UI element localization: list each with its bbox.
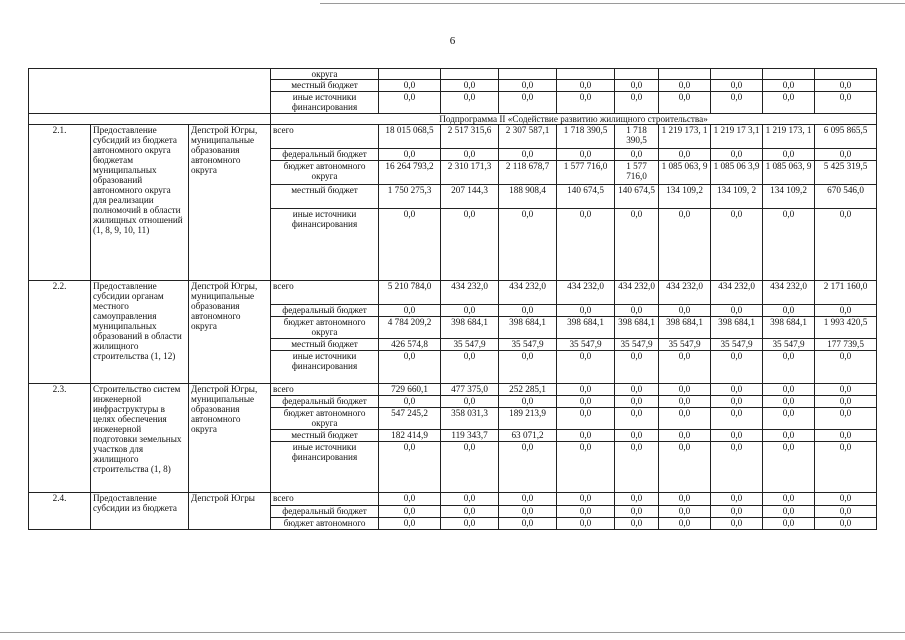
value-cell: 0,0 xyxy=(763,506,815,518)
value-cell xyxy=(815,69,877,80)
value-cell: 2 171 160,0 xyxy=(815,281,877,305)
value-cell xyxy=(659,69,711,80)
value-cell: 177 739,5 xyxy=(815,339,877,351)
value-cell: 0,0 xyxy=(659,493,711,506)
measure-name: Предоставление субсидии из бюджета xyxy=(91,493,189,530)
value-cell xyxy=(763,69,815,80)
value-cell: 0,0 xyxy=(615,305,659,317)
value-cell: 0,0 xyxy=(711,430,763,442)
value-cell: 0,0 xyxy=(815,518,877,530)
measure-executor: Депстрой Югры xyxy=(189,493,271,530)
value-cell: 434 232,0 xyxy=(499,281,557,305)
value-cell: 0,0 xyxy=(659,305,711,317)
value-cell: 0,0 xyxy=(763,149,815,161)
value-cell: 0,0 xyxy=(763,493,815,506)
value-cell: 0,0 xyxy=(441,442,499,493)
funding-source-cell: местный бюджет xyxy=(271,80,379,92)
value-cell: 0,0 xyxy=(557,430,615,442)
value-cell: 0,0 xyxy=(815,92,877,114)
value-cell: 0,0 xyxy=(763,430,815,442)
value-cell: 2 310 171,3 xyxy=(441,161,499,185)
value-cell: 0,0 xyxy=(557,351,615,384)
value-cell: 0,0 xyxy=(615,442,659,493)
value-cell: 0,0 xyxy=(379,149,441,161)
measure-executor: Депстрой Югры, муниципальные образования автономного округа xyxy=(189,384,271,493)
value-cell: 119 343,7 xyxy=(441,430,499,442)
value-cell: 0,0 xyxy=(815,442,877,493)
value-cell: 0,0 xyxy=(711,351,763,384)
value-cell: 0,0 xyxy=(659,384,711,396)
funding-source-cell: всего xyxy=(271,493,379,506)
value-cell: 0,0 xyxy=(615,408,659,430)
measure-executor: Депстрой Югры, муниципальные образования автономного округа xyxy=(189,281,271,384)
value-cell: 434 232,0 xyxy=(615,281,659,305)
value-cell: 35 547,9 xyxy=(557,339,615,351)
value-cell: 0,0 xyxy=(615,149,659,161)
value-cell: 0,0 xyxy=(763,209,815,281)
funding-source-cell: федеральный бюджет xyxy=(271,305,379,317)
value-cell: 6 095 865,5 xyxy=(815,125,877,149)
value-cell xyxy=(499,69,557,80)
value-cell: 398 684,1 xyxy=(557,317,615,339)
value-cell: 358 031,3 xyxy=(441,408,499,430)
table-row xyxy=(29,69,877,80)
funding-source-cell: местный бюджет xyxy=(271,430,379,442)
value-cell: 5 425 319,5 xyxy=(815,161,877,185)
value-cell: 0,0 xyxy=(441,506,499,518)
value-cell: 0,0 xyxy=(441,80,499,92)
value-cell: 0,0 xyxy=(557,396,615,408)
value-cell: 0,0 xyxy=(659,430,711,442)
value-cell: 0,0 xyxy=(379,518,441,530)
value-cell: 0,0 xyxy=(711,518,763,530)
value-cell: 0,0 xyxy=(711,209,763,281)
value-cell: 398 684,1 xyxy=(499,317,557,339)
measure-executor: Депстрой Югры, муниципальные образования автономного округа xyxy=(189,125,271,281)
value-cell: 0,0 xyxy=(711,408,763,430)
value-cell: 0,0 xyxy=(557,506,615,518)
value-cell: 0,0 xyxy=(711,396,763,408)
value-cell: 0,0 xyxy=(711,149,763,161)
value-cell: 0,0 xyxy=(557,408,615,430)
funding-source-cell: иные источники финансирования xyxy=(271,209,379,281)
value-cell: 434 232,0 xyxy=(763,281,815,305)
value-cell: 0,0 xyxy=(815,149,877,161)
value-cell: 0,0 xyxy=(815,493,877,506)
value-cell: 0,0 xyxy=(499,92,557,114)
value-cell: 0,0 xyxy=(557,80,615,92)
value-cell: 0,0 xyxy=(615,351,659,384)
measure-index: 2.2. xyxy=(29,281,91,384)
value-cell: 1 085 063, 9 xyxy=(659,161,711,185)
value-cell: 207 144,3 xyxy=(441,185,499,209)
value-cell: 0,0 xyxy=(379,80,441,92)
value-cell: 140 674,5 xyxy=(557,185,615,209)
value-cell: 0,0 xyxy=(557,149,615,161)
value-cell: 0,0 xyxy=(379,305,441,317)
value-cell: 0,0 xyxy=(557,442,615,493)
funding-source-cell: всего xyxy=(271,281,379,305)
value-cell: 0,0 xyxy=(441,351,499,384)
value-cell: 0,0 xyxy=(763,518,815,530)
value-cell: 398 684,1 xyxy=(763,317,815,339)
measure-name: Предоставление субсидий из бюджета автономного округа бюджетам муниципальных образований автономного округа для реализации полномочий в области жилищных отношений (1, 8, 9, 10, 11) xyxy=(91,125,189,281)
value-cell xyxy=(615,69,659,80)
value-cell: 0,0 xyxy=(711,384,763,396)
funding-source-cell: бюджет автономного округа xyxy=(271,317,379,339)
funding-source-cell: иные источники финансирования xyxy=(271,92,379,114)
value-cell: 0,0 xyxy=(379,396,441,408)
value-cell: 35 547,9 xyxy=(441,339,499,351)
value-cell: 0,0 xyxy=(441,396,499,408)
value-cell: 0,0 xyxy=(763,442,815,493)
value-cell: 0,0 xyxy=(557,209,615,281)
value-cell: 670 546,0 xyxy=(815,185,877,209)
measure-index: 2.4. xyxy=(29,493,91,530)
funding-source-cell: иные источники финансирования xyxy=(271,442,379,493)
value-cell: 0,0 xyxy=(711,442,763,493)
scan-edge-bottom xyxy=(0,632,905,633)
value-cell: 398 684,1 xyxy=(441,317,499,339)
measure-index: 2.1. xyxy=(29,125,91,281)
value-cell: 0,0 xyxy=(615,80,659,92)
value-cell: 35 547,9 xyxy=(499,339,557,351)
value-cell: 1 718 390,5 xyxy=(557,125,615,149)
funding-source-cell: федеральный бюджет xyxy=(271,506,379,518)
value-cell: 0,0 xyxy=(615,209,659,281)
value-cell: 0,0 xyxy=(659,408,711,430)
value-cell: 1 750 275,3 xyxy=(379,185,441,209)
value-cell: 0,0 xyxy=(615,92,659,114)
value-cell: 0,0 xyxy=(557,518,615,530)
page-number: 6 xyxy=(449,35,456,47)
table-row xyxy=(29,384,877,396)
funding-source-cell: всего xyxy=(271,384,379,396)
value-cell: 1 085 06 3,9 xyxy=(711,161,763,185)
value-cell: 0,0 xyxy=(499,351,557,384)
value-cell xyxy=(711,69,763,80)
value-cell: 434 232,0 xyxy=(557,281,615,305)
value-cell: 0,0 xyxy=(659,92,711,114)
value-cell: 0,0 xyxy=(379,209,441,281)
value-cell: 0,0 xyxy=(441,149,499,161)
value-cell: 140 674,5 xyxy=(615,185,659,209)
value-cell: 134 109,2 xyxy=(763,185,815,209)
value-cell: 0,0 xyxy=(557,92,615,114)
value-cell: 477 375,0 xyxy=(441,384,499,396)
value-cell: 0,0 xyxy=(659,209,711,281)
value-cell: 134 109,2 xyxy=(659,185,711,209)
value-cell: 434 232,0 xyxy=(659,281,711,305)
value-cell: 0,0 xyxy=(499,305,557,317)
funding-source-cell: всего xyxy=(271,125,379,149)
value-cell: 0,0 xyxy=(815,396,877,408)
value-cell: 0,0 xyxy=(615,396,659,408)
value-cell: 0,0 xyxy=(379,506,441,518)
value-cell: 0,0 xyxy=(441,209,499,281)
funding-source-cell: федеральный бюджет xyxy=(271,149,379,161)
value-cell: 2 517 315,6 xyxy=(441,125,499,149)
value-cell: 0,0 xyxy=(815,305,877,317)
value-cell: 4 784 209,2 xyxy=(379,317,441,339)
table-row xyxy=(29,125,877,149)
measure-name: Строительство систем инженерной инфраструктуры в целях обеспечения инженерной подготовки земельных участков для жилищного строительства (1, 8) xyxy=(91,384,189,493)
value-cell: 1 219 173, 1 xyxy=(763,125,815,149)
table-row xyxy=(29,493,877,506)
value-cell: 398 684,1 xyxy=(615,317,659,339)
value-cell: 0,0 xyxy=(815,408,877,430)
value-cell: 426 574,8 xyxy=(379,339,441,351)
value-cell: 0,0 xyxy=(379,442,441,493)
value-cell: 0,0 xyxy=(615,518,659,530)
subprogram-blank-cell xyxy=(29,114,271,125)
value-cell: 0,0 xyxy=(659,518,711,530)
value-cell: 0,0 xyxy=(499,442,557,493)
value-cell: 0,0 xyxy=(763,305,815,317)
value-cell xyxy=(557,69,615,80)
value-cell: 134 109, 2 xyxy=(711,185,763,209)
value-cell: 0,0 xyxy=(659,80,711,92)
value-cell: 0,0 xyxy=(499,209,557,281)
value-cell: 0,0 xyxy=(379,351,441,384)
value-cell: 0,0 xyxy=(763,92,815,114)
value-cell: 0,0 xyxy=(659,396,711,408)
value-cell: 0,0 xyxy=(379,92,441,114)
value-cell: 0,0 xyxy=(659,442,711,493)
value-cell: 0,0 xyxy=(499,80,557,92)
funding-source-cell: местный бюджет xyxy=(271,185,379,209)
value-cell: 189 213,9 xyxy=(499,408,557,430)
value-cell: 0,0 xyxy=(711,493,763,506)
value-cell xyxy=(441,69,499,80)
value-cell: 0,0 xyxy=(615,430,659,442)
value-cell: 0,0 xyxy=(815,80,877,92)
value-cell: 0,0 xyxy=(499,149,557,161)
value-cell: 63 071,2 xyxy=(499,430,557,442)
value-cell: 0,0 xyxy=(815,351,877,384)
value-cell: 0,0 xyxy=(711,80,763,92)
value-cell: 0,0 xyxy=(763,408,815,430)
value-cell: 0,0 xyxy=(659,351,711,384)
budget-table xyxy=(28,68,877,530)
value-cell: 0,0 xyxy=(379,493,441,506)
value-cell: 398 684,1 xyxy=(659,317,711,339)
value-cell: 398 684,1 xyxy=(711,317,763,339)
value-cell: 182 414,9 xyxy=(379,430,441,442)
value-cell: 188 908,4 xyxy=(499,185,557,209)
value-cell: 0,0 xyxy=(615,506,659,518)
value-cell: 0,0 xyxy=(499,506,557,518)
value-cell: 0,0 xyxy=(763,384,815,396)
value-cell: 0,0 xyxy=(557,305,615,317)
value-cell: 35 547,9 xyxy=(659,339,711,351)
value-cell: 1 718 390,5 xyxy=(615,125,659,149)
value-cell: 434 232,0 xyxy=(711,281,763,305)
value-cell: 0,0 xyxy=(441,493,499,506)
funding-source-cell: иные источники финансирования xyxy=(271,351,379,384)
value-cell: 0,0 xyxy=(499,518,557,530)
value-cell: 0,0 xyxy=(615,384,659,396)
measure-index: 2.3. xyxy=(29,384,91,493)
value-cell: 18 015 068,5 xyxy=(379,125,441,149)
value-cell: 0,0 xyxy=(659,149,711,161)
value-cell: 0,0 xyxy=(763,80,815,92)
value-cell: 0,0 xyxy=(615,493,659,506)
value-cell: 35 547,9 xyxy=(615,339,659,351)
funding-source-cell: бюджет автономного округа xyxy=(271,161,379,185)
value-cell: 0,0 xyxy=(557,384,615,396)
value-cell: 1 085 063, 9 xyxy=(763,161,815,185)
value-cell: 2 118 678,7 xyxy=(499,161,557,185)
funding-source-cell: бюджет автономного xyxy=(271,518,379,530)
value-cell: 35 547,9 xyxy=(711,339,763,351)
value-cell: 1 577 716,0 xyxy=(557,161,615,185)
value-cell: 35 547,9 xyxy=(763,339,815,351)
table-row xyxy=(29,281,877,305)
value-cell: 2 307 587,1 xyxy=(499,125,557,149)
scan-edge-top xyxy=(320,3,905,4)
continuation-blank-cell xyxy=(29,69,271,114)
value-cell: 0,0 xyxy=(763,396,815,408)
value-cell: 0,0 xyxy=(763,351,815,384)
value-cell: 0,0 xyxy=(711,305,763,317)
value-cell: 0,0 xyxy=(441,305,499,317)
value-cell: 16 264 793,2 xyxy=(379,161,441,185)
value-cell: 729 660,1 xyxy=(379,384,441,396)
value-cell: 5 210 784,0 xyxy=(379,281,441,305)
value-cell: 252 285,1 xyxy=(499,384,557,396)
funding-source-cell: бюджет автономного округа xyxy=(271,408,379,430)
value-cell xyxy=(379,69,441,80)
measure-name: Предоставление субсидии органам местного самоуправления муниципальных образований в области жилищного строительства (1, 12) xyxy=(91,281,189,384)
value-cell: 0,0 xyxy=(441,92,499,114)
funding-source-cell: федеральный бюджет xyxy=(271,396,379,408)
value-cell: 0,0 xyxy=(499,493,557,506)
value-cell: 547 245,2 xyxy=(379,408,441,430)
value-cell: 0,0 xyxy=(815,430,877,442)
subprogram-title: Подпрограмма II «Содействие развитию жилищного строительства» xyxy=(271,114,877,125)
value-cell: 1 219 17 3,1 xyxy=(711,125,763,149)
value-cell: 0,0 xyxy=(659,506,711,518)
value-cell: 0,0 xyxy=(557,493,615,506)
value-cell: 0,0 xyxy=(441,518,499,530)
value-cell: 0,0 xyxy=(815,384,877,396)
funding-source-cell: местный бюджет xyxy=(271,339,379,351)
value-cell: 0,0 xyxy=(711,506,763,518)
value-cell: 1 219 173, 1 xyxy=(659,125,711,149)
value-cell: 1 577 716,0 xyxy=(615,161,659,185)
value-cell: 0,0 xyxy=(711,92,763,114)
value-cell: 0,0 xyxy=(815,506,877,518)
funding-source-cell: округа xyxy=(271,69,379,80)
value-cell: 434 232,0 xyxy=(441,281,499,305)
value-cell: 0,0 xyxy=(815,209,877,281)
value-cell: 0,0 xyxy=(499,396,557,408)
value-cell: 1 993 420,5 xyxy=(815,317,877,339)
subprogram-row xyxy=(29,114,877,125)
